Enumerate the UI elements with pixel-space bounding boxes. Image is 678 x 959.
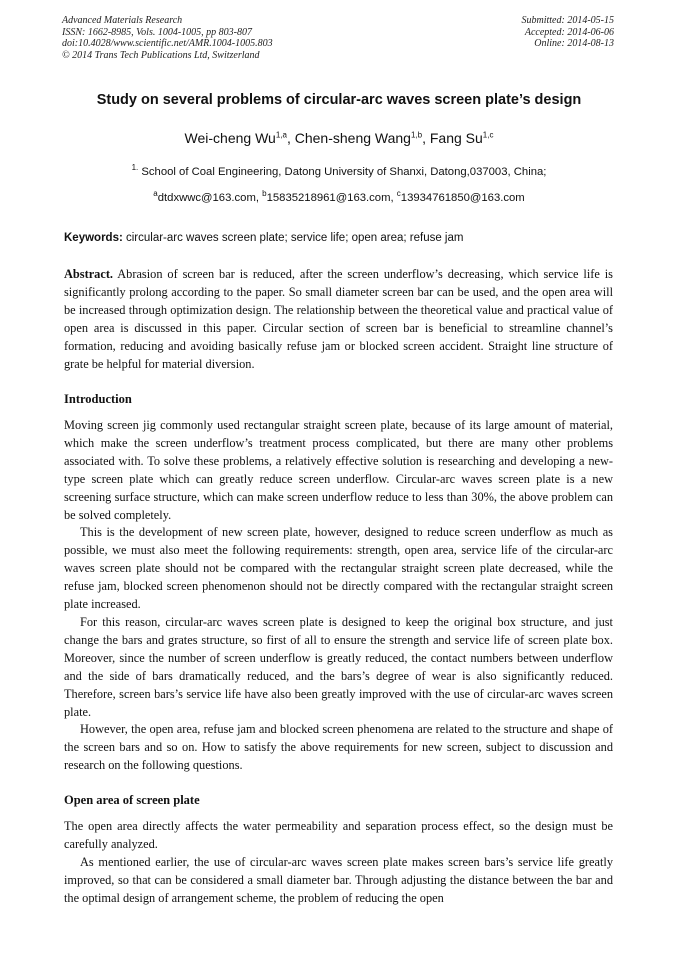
abstract-label: Abstract. [64, 267, 114, 281]
paragraph: Moving screen jig commonly used rectangular straight screen plate, because of its large amount of material, which make the screen underflow’s treatment process complicated, but there are many other problems associated with. To solve these problems, a relatively effective solution is researching and developing a new-type screen plate which can greatly reduce screen underflow. Circular-arc waves screen plate is a new screening surface structure, which can make screen underflow reduce to less than 30%, the above problem can be solved completely. [64, 418, 613, 522]
email-address: 15835218961@163.com [266, 192, 391, 204]
submitted-date: Submitted: 2014-05-15 [521, 15, 614, 26]
author-affiliation-mark: 1,c [482, 130, 494, 140]
journal-info [62, 15, 273, 61]
paragraph: The open area directly affects the water permeability and separation process effect, so the design must be carefully analyzed. [64, 819, 613, 851]
abstract-text: Abrasion of screen bar is reduced, after the screen underflow’s decreasing, which service life is significantly prolong according to the paper. So small diameter screen bar can be used, and the open area will be increased through optimization design. The relationship between the theoretical value and practical value of open area is discussed in this paper. Circular section of screen bar is beneficial to streamline channel’s formation, reducing and avoiding basically refuse jam or blocked screen accident. Straight line structure of grate be helpful for material diversion. [64, 267, 613, 371]
author-name: Fang Su [429, 130, 483, 146]
issn-line: ISSN: 1662-8985, Vols. 1004-1005, pp 803-807 [62, 26, 252, 38]
author-separator: , [422, 130, 430, 146]
author-name: Chen-sheng Wang [294, 130, 411, 146]
abstract [64, 266, 613, 373]
author-affiliation-mark: 1,b [410, 130, 423, 140]
keywords-text: circular-arc waves screen plate; service life; open area; refuse jam [122, 232, 464, 244]
email-mark: b [262, 189, 267, 199]
email-mark: a [153, 189, 158, 199]
accepted-date: Accepted: 2014-06-06 [524, 26, 614, 38]
copyright-line: © 2014 Trans Tech Publications Ltd, Switzerland [62, 49, 260, 61]
affiliation-mark: 1. [131, 163, 139, 173]
email-mark: c [396, 189, 401, 199]
affiliation-text: School of Coal Engineering, Datong University of Shanxi, Datong,037003, China; [138, 166, 547, 178]
keywords-label: Keywords: [64, 232, 123, 244]
email-list [40, 189, 638, 204]
email-separator: , [255, 192, 263, 204]
keywords [64, 232, 624, 244]
doi-line: doi:10.4028/www.scientific.net/AMR.1004-1005.803 [62, 38, 273, 49]
paragraph: This is the development of new screen plate, however, designed to reduce screen underflow as much as possible, we must also meet the following requirements: strength, open area, service life of the circular-arc waves screen plate should not be compared with the rectangular straight screen plate decreased, while the refuse jam, blocked screen phenomenon should not be directly compared with the rectangular straight screen plate increased. [64, 525, 613, 612]
affiliation [40, 163, 638, 178]
paragraph: However, the open area, refuse jam and blocked screen phenomena are related to the structure and shape of the screen bars and so on. How to satisfy the above requirements for new screen, subject to discussion and research on the following questions. [64, 722, 613, 773]
author-separator: , [286, 130, 295, 146]
open-area-heading: Open area of screen plate [64, 793, 200, 807]
open-area-body [64, 818, 613, 908]
email-address: dtdxwwc@163.com [157, 192, 256, 204]
paragraph: As mentioned earlier, the use of circular-arc waves screen plate makes screen bars’s service life greatly improved, so that can be considered a small diameter bar. Through adjusting the distance between the bar and the optimal design of arrangement scheme, the problem of reducing the open [64, 854, 613, 905]
introduction-heading: Introduction [64, 392, 132, 406]
online-date: Online: 2014-08-13 [534, 38, 614, 49]
author-name: Wei-cheng Wu [184, 130, 276, 146]
introduction-body [64, 417, 613, 775]
email-address: 13934761850@163.com [400, 192, 525, 204]
author-affiliation-mark: 1,a [275, 130, 287, 140]
paragraph: For this reason, circular-arc waves screen plate is designed to keep the original box structure, and just change the bars and grates structure, so first of all to ensure the strength and service life of screen plate box. Moreover, since the number of screen underflow is greatly reduced, the contact numbers between underflow and the side of bars dramatically reduced, and the bars’s degree of wear is also significantly reduced. Therefore, screen bars’s service life have also been greatly improved with the use of circular-arc waves screen plate. [64, 614, 613, 719]
author-list [40, 130, 638, 146]
journal-name: Advanced Materials Research [62, 15, 183, 26]
email-separator: , [390, 192, 397, 204]
paper-title: Study on several problems of circular-arc waves screen plate’s design [96, 92, 582, 108]
publication-dates [522, 15, 615, 50]
